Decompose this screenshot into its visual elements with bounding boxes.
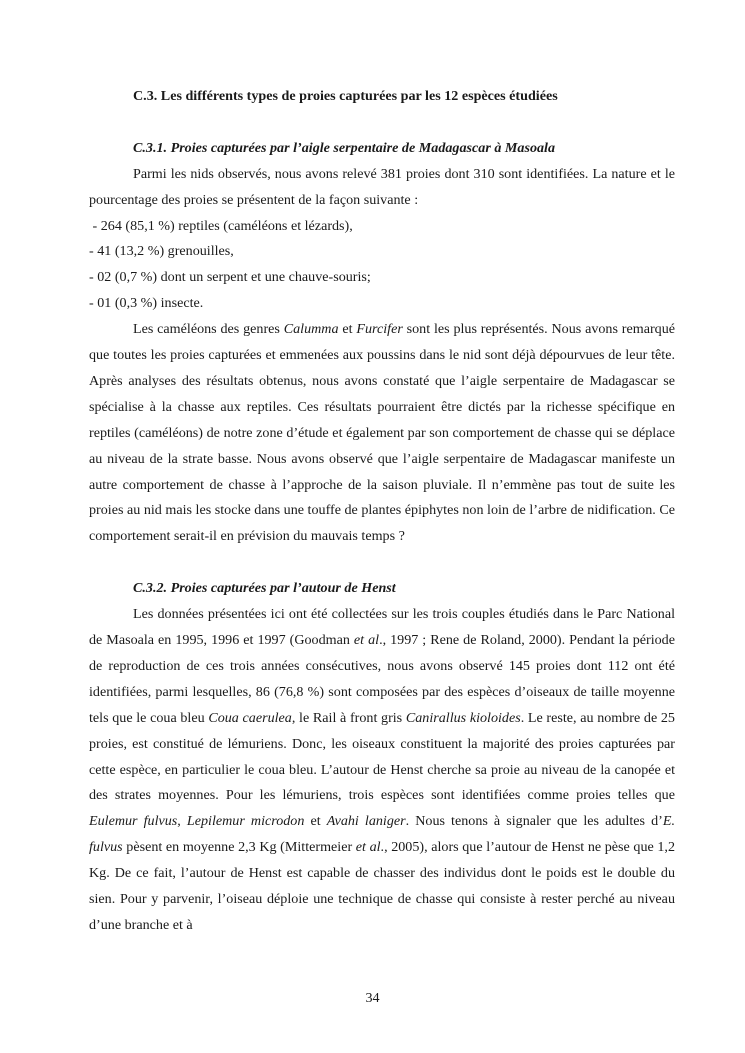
paragraph-henst: Les données présentées ici ont été collectées sur les trois couples étudiés dans le Parc National de Masoala en 1995, 1996 et 1997 (Goodman et al., 1997 ; Rene de Roland, 2000). Pendant la période de reproduction de ces trois années consécutives, nous avons observé 145 proies dont 112 ont été identifiées, parmi lesquelles, 86 (76,8 %) sont composées par des espèces d’oiseaux de taille moyenne tels que le coua bleu Coua caerulea, le Rail à front gris Canirallus kioloides. Le reste, au nombre de 25 proies, est constitué de lémuriens. Donc, les oiseaux constituent la majorité des proies capturées par cette espèce, en particulier le coua bleu. L’autour de Henst cherche sa proie au niveau de la canopée et des strates moyennes. Pour les lémuriens, trois espèces sont identifiées comme proies telles que Eulemur fulvus, Lepilemur microdon et Avahi laniger. Nous tenons à signaler que les adultes d’E. fulvus pèsent en moyenne 2,3 Kg (Mittermeier et al., 2005), alors que l’autour de Henst ne pèse que 1,2 Kg. De ce fait, l’autour de Henst est capable de chasser des individus dont le poids est le double du sien. Pour y parvenir, l’oiseau déploie une technique de chasse qui consiste à rester perché au niveau d’une branche et à — [89, 606, 675, 933]
list-item: - 264 (85,1 %) reptiles (caméléons et lézards), — [89, 217, 353, 234]
document-page — [89, 84, 675, 939]
spacer — [89, 550, 675, 576]
list-item: - 41 (13,2 %) grenouilles, — [89, 243, 234, 260]
page-number: 34 — [365, 990, 380, 1006]
subsection-title-1: C.3.1. Proies capturées par l’aigle serpentaire de Madagascar à Masoala — [133, 139, 556, 156]
section-title: C.3. Les différents types de proies capturées par les 12 espèces étudiées — [133, 88, 558, 104]
spacer — [89, 110, 675, 136]
subsection-title-2: C.3.2. Proies capturées par l’autour de Henst — [133, 580, 396, 597]
list-item: - 02 (0,7 %) dont un serpent et une chauve-souris; — [89, 269, 371, 286]
paragraph-intro: Parmi les nids observés, nous avons relevé 381 proies dont 310 sont identifiées. La nature et le pourcentage des proies se présentent de la façon suivante : — [89, 165, 675, 208]
paragraph-chameleons: Les caméléons des genres Calumma et Furcifer sont les plus représentés. Nous avons remarqué que toutes les proies capturées et emmenées aux poussins dans le nid sont déjà dépourvues de leur tête. Après analyses des résultats obtenus, nous avons constaté que l’aigle serpentaire de Madagascar se spécialise à la chasse aux reptiles. Ces résultats pourraient être dictés par la richesse spécifique en reptiles (caméléons) de notre zone d’étude et également par son comportement de chasse qui se déplace au niveau de la strate basse. Nous avons observé que l’aigle serpentaire de Madagascar manifeste un autre comportement de chasse à l’approche de la saison pluviale. Il n’emmène pas tout de suite les proies au nid mais les stocke dans une touffe de plantes épiphytes non loin de l’arbre de nidification. Ce comportement serait-il en prévision du mauvais temps ? — [89, 321, 675, 545]
list-item: - 01 (0,3 %) insecte. — [89, 295, 204, 312]
